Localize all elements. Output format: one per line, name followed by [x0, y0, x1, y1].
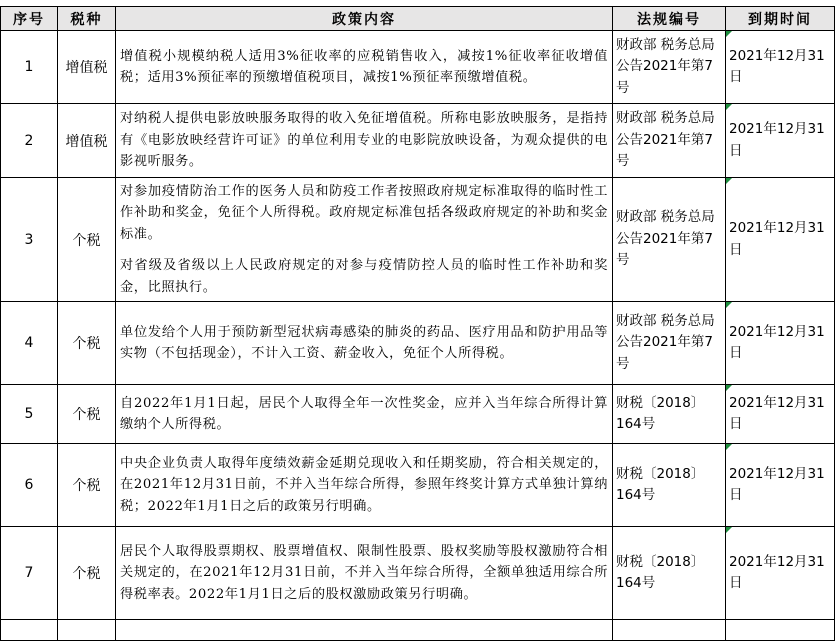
cell-expiry[interactable] — [726, 178, 835, 302]
cell-empty[interactable] — [58, 620, 116, 641]
cell-empty[interactable] — [613, 620, 726, 641]
table-row — [1, 527, 835, 620]
table-row — [1, 385, 835, 444]
cell-code[interactable]: 财税〔2018〕164号 — [613, 444, 726, 527]
expiry-text: 2021年12月31日 — [729, 553, 825, 591]
cell-tax-type[interactable]: 个税 — [58, 385, 116, 444]
header-content: 政策内容 — [116, 7, 613, 31]
expiry-text: 2021年12月31日 — [729, 394, 825, 432]
cell-code[interactable]: 财税〔2018〕164号 — [613, 527, 726, 620]
cell-no[interactable]: 3 — [1, 178, 58, 302]
header-code: 法规编号 — [613, 7, 726, 31]
expiry-text: 2021年12月31日 — [729, 465, 825, 503]
table-row — [1, 444, 835, 527]
header-tax-type: 税种 — [58, 7, 116, 31]
content-paragraph: 增值税小规模纳税人适用3%征收率的应税销售收入，减按1%征收率征收增值税；适用3%预征率的预缴增值税项目，减按1%预征率预缴增值税。 — [120, 48, 608, 85]
cell-empty[interactable] — [726, 620, 835, 641]
table-row-partial — [1, 620, 835, 641]
cell-tax-type[interactable]: 个税 — [58, 527, 116, 620]
cell-tax-type[interactable]: 增值税 — [58, 31, 116, 104]
cell-code[interactable]: 财政部 税务总局公告2021年第7号 — [613, 178, 726, 302]
cell-content[interactable] — [116, 444, 613, 527]
content-paragraph: 单位发给个人用于预防新型冠状病毒感染的肺炎的药品、医疗用品和防护用品等实物（不包括现金），不计入工资、薪金收入，免征个人所得税。 — [120, 324, 608, 361]
cell-no[interactable]: 7 — [1, 527, 58, 620]
header-row — [1, 7, 835, 31]
expiry-text: 2021年12月31日 — [729, 220, 825, 258]
content-paragraph: 居民个人取得股票期权、股票增值权、限制性股票、股权奖励等股权激励符合相关规定的，在2021年12月31日前，不并入当年综合所得，全额单独适用综合所得税率表。2022年1月1日之后的股权激励政策另行明确。 — [120, 543, 608, 602]
comment-indicator-icon — [726, 104, 732, 110]
comment-indicator-icon — [726, 302, 732, 308]
comment-indicator-icon — [726, 527, 732, 533]
cell-code[interactable]: 财政部 税务总局公告2021年第7号 — [613, 31, 726, 104]
cell-tax-type[interactable]: 个税 — [58, 444, 116, 527]
cell-expiry[interactable] — [726, 31, 835, 104]
cell-expiry[interactable] — [726, 385, 835, 444]
expiry-text: 2021年12月31日 — [729, 47, 825, 85]
expiry-text: 2021年12月31日 — [729, 323, 825, 361]
policy-table — [0, 6, 835, 641]
cell-expiry[interactable] — [726, 104, 835, 178]
cell-no[interactable]: 6 — [1, 444, 58, 527]
table-row — [1, 31, 835, 104]
cell-code[interactable]: 财税〔2018〕164号 — [613, 385, 726, 444]
cell-tax-type[interactable]: 个税 — [58, 178, 116, 302]
cell-code[interactable]: 财政部 税务总局公告2021年第7号 — [613, 302, 726, 385]
table-row — [1, 302, 835, 385]
cell-no[interactable]: 1 — [1, 31, 58, 104]
content-paragraph: 对省级及省级以上人民政府规定的对参与疫情防控人员的临时性工作补助和奖金，比照执行。 — [120, 258, 608, 295]
cell-tax-type[interactable]: 增值税 — [58, 104, 116, 178]
content-paragraph: 中央企业负责人取得年度绩效薪金延期兑现收入和任期奖励，符合相关规定的，在2021年12月31日前，不并入当年综合所得，参照年终奖计算方式单独计算纳税；2022年1月1日之后的政策另行明确。 — [120, 455, 608, 514]
comment-indicator-icon — [726, 444, 732, 450]
cell-no[interactable]: 4 — [1, 302, 58, 385]
cell-expiry[interactable] — [726, 302, 835, 385]
cell-expiry[interactable] — [726, 527, 835, 620]
cell-code[interactable]: 财政部 税务总局公告2021年第7号 — [613, 104, 726, 178]
cell-content[interactable] — [116, 104, 613, 178]
cell-content[interactable] — [116, 385, 613, 444]
content-paragraph: 对纳税人提供电影放映服务取得的收入免征增值税。所称电影放映服务，是指持有《电影放映经营许可证》的单位利用专业的电影院放映设备，为观众提供的电影视听服务。 — [120, 111, 608, 170]
table-row — [1, 104, 835, 178]
table-row — [1, 178, 835, 302]
content-paragraph: 自2022年1月1日起，居民个人取得全年一次性奖金，应并入当年综合所得计算缴纳个人所得税。 — [120, 395, 608, 432]
cell-content[interactable] — [116, 178, 613, 302]
comment-indicator-icon — [726, 385, 732, 391]
comment-indicator-icon — [726, 178, 732, 184]
cell-tax-type[interactable]: 个税 — [58, 302, 116, 385]
header-expiry: 到期时间 — [726, 7, 835, 31]
cell-no[interactable]: 5 — [1, 385, 58, 444]
content-paragraph: 对参加疫情防治工作的医务人员和防疫工作者按照政府规定标准取得的临时性工作补助和奖金，免征个人所得税。政府规定标准包括各级政府规定的补助和奖金标准。 — [120, 183, 608, 242]
cell-content[interactable] — [116, 31, 613, 104]
cell-empty[interactable] — [116, 620, 613, 641]
comment-indicator-icon — [726, 31, 732, 37]
cell-content[interactable] — [116, 302, 613, 385]
cell-content[interactable] — [116, 527, 613, 620]
cell-expiry[interactable] — [726, 444, 835, 527]
cell-no[interactable]: 2 — [1, 104, 58, 178]
expiry-text: 2021年12月31日 — [729, 121, 825, 159]
cell-empty[interactable] — [1, 620, 58, 641]
header-no: 序号 — [1, 7, 58, 31]
